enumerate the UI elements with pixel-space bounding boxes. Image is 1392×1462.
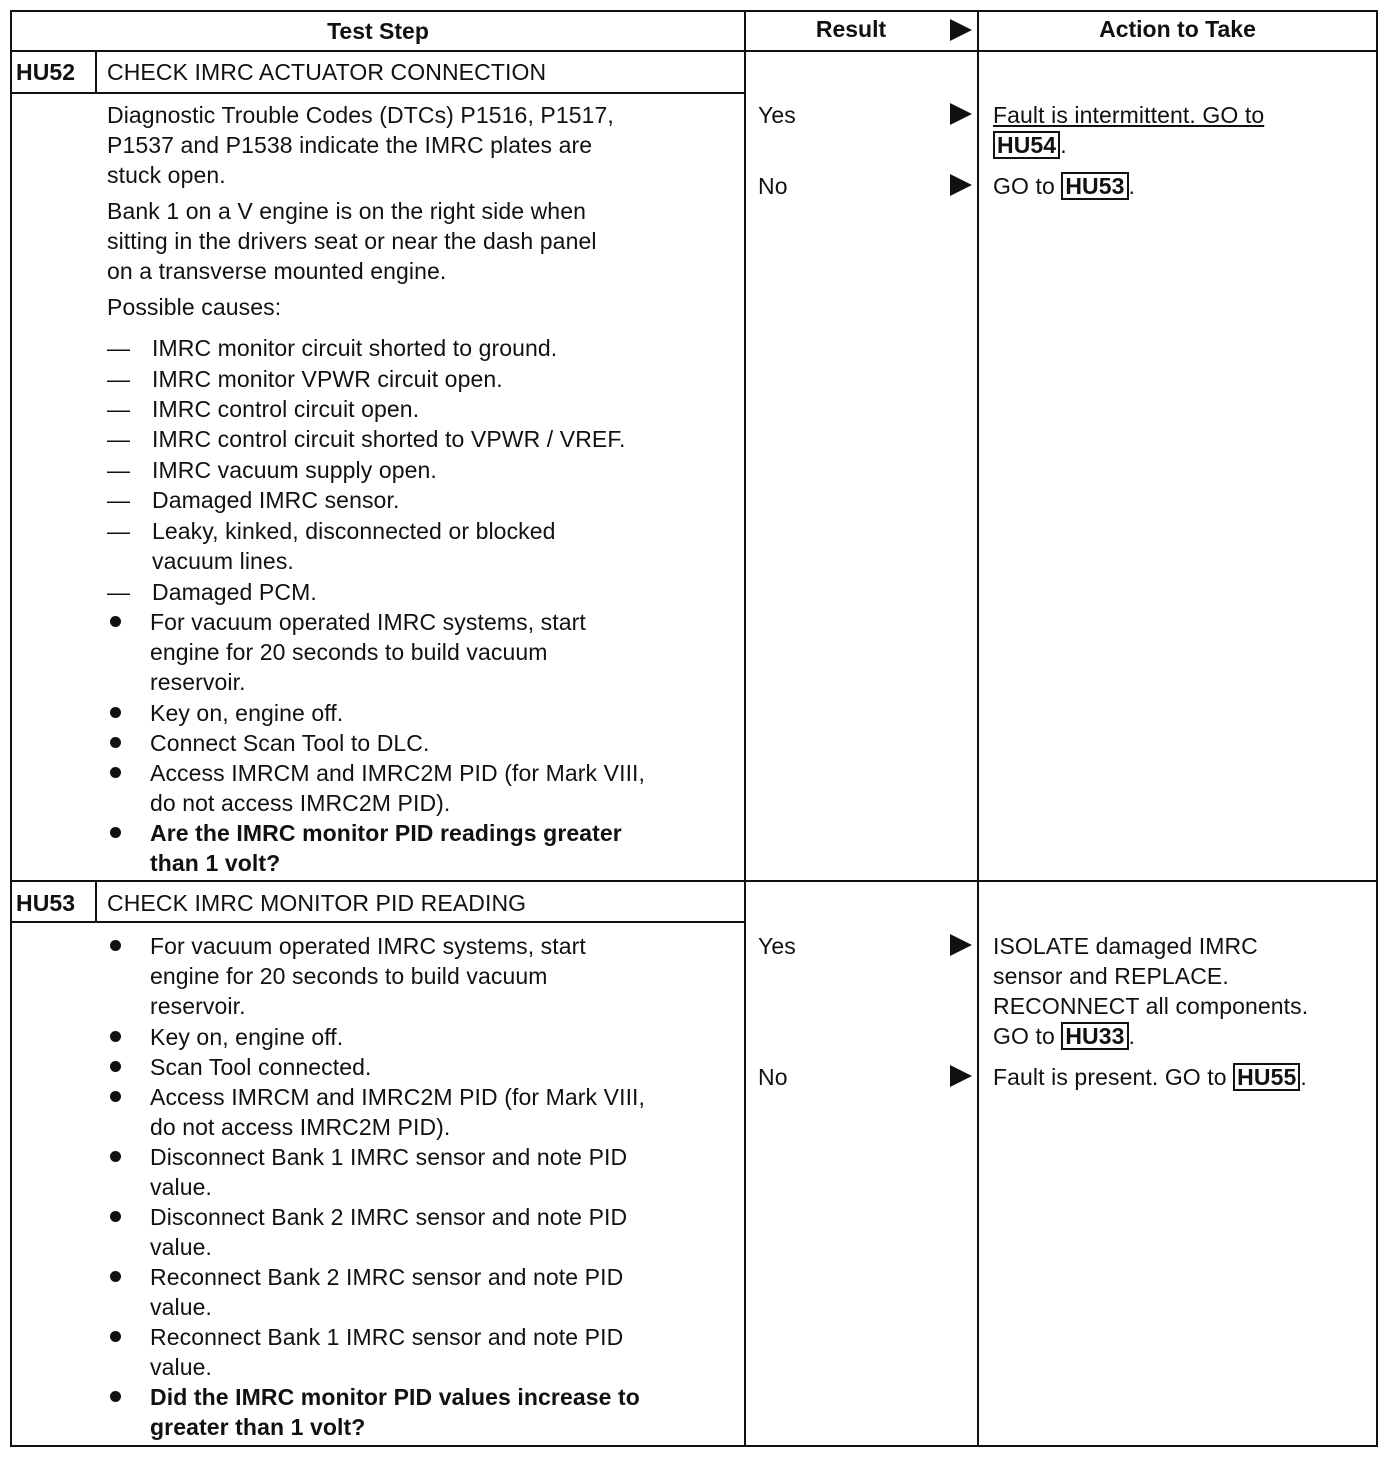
step-link-hu53[interactable]: HU53 [1061, 172, 1128, 200]
bullet-icon [110, 1091, 121, 1102]
header-test-step: Test Step [327, 18, 429, 44]
question-line: Did the IMRC monitor PID values increase to [150, 1384, 640, 1410]
action-text [993, 171, 1135, 201]
dash-marker: — [107, 396, 130, 422]
result-arrow-icon [950, 103, 972, 125]
bullet-icon [110, 940, 121, 951]
intro-line: Diagnostic Trouble Codes (DTCs) P1516, P1517, [107, 102, 614, 128]
dash-marker: — [107, 457, 130, 483]
result-arrow-icon [950, 1065, 972, 1087]
bullet-line: Access IMRCM and IMRC2M PID (for Mark VIII, [150, 1084, 646, 1110]
step-title: CHECK IMRC ACTUATOR CONNECTION [107, 59, 547, 85]
header-bottom-border [10, 50, 1378, 52]
intro-line: stuck open. [107, 162, 226, 188]
table-bottom-border [10, 1445, 1378, 1447]
dash-marker: — [107, 426, 130, 452]
question-line: than 1 volt? [150, 850, 281, 876]
question-line: greater than 1 volt? [150, 1414, 366, 1440]
step-code: HU53 [16, 890, 76, 916]
bullet-line: engine for 20 seconds to build vacuum [150, 963, 548, 989]
question-line: Are the IMRC monitor PID readings greater [150, 820, 622, 846]
bullet-icon [110, 707, 121, 718]
bullet-line: engine for 20 seconds to build vacuum [150, 639, 548, 665]
cause-item: Leaky, kinked, disconnected or blocked [152, 518, 556, 544]
action-text [993, 1021, 1135, 1051]
bullet-line: Key on, engine off. [150, 700, 344, 726]
table-top-border [10, 10, 1378, 12]
bullet-line: value. [150, 1234, 212, 1260]
action-line: RECONNECT all components. [993, 993, 1309, 1019]
divider-result [744, 10, 746, 1447]
bullet-icon [110, 1331, 121, 1342]
action-suffix: . [1060, 132, 1067, 158]
causes-label: Possible causes: [107, 294, 282, 320]
action-prefix: GO to [993, 1023, 1062, 1049]
action-suffix: . [1300, 1064, 1307, 1090]
action-line: ISOLATE damaged IMRC [993, 933, 1258, 959]
bullet-icon [110, 737, 121, 748]
bullet-line: value. [150, 1294, 212, 1320]
cause-item: IMRC monitor VPWR circuit open. [152, 366, 503, 392]
result-no: No [758, 173, 788, 199]
result-arrow-icon [950, 174, 972, 196]
action-prefix: Fault is present. GO to [993, 1064, 1234, 1090]
action-suffix: . [1128, 1023, 1136, 1049]
cause-item: IMRC control circuit shorted to VPWR / VREF. [152, 426, 626, 452]
cause-item: IMRC monitor circuit shorted to ground. [152, 335, 558, 361]
bullet-icon [110, 1211, 121, 1222]
action-line: sensor and REPLACE. [993, 963, 1229, 989]
cause-item: IMRC control circuit open. [152, 396, 420, 422]
table-left-border [10, 10, 12, 1447]
header-result: Result [815, 16, 887, 42]
action-prefix: GO to [993, 173, 1062, 199]
header-action: Action to Take [1099, 16, 1256, 42]
bullet-line: Access IMRCM and IMRC2M PID (for Mark VIII, [150, 760, 646, 786]
bullet-line: do not access IMRC2M PID). [150, 1114, 451, 1140]
bullet-line: Key on, engine off. [150, 1024, 344, 1050]
bullet-icon [110, 827, 121, 838]
action-text [993, 100, 1264, 130]
bullet-line: Disconnect Bank 2 IMRC sensor and note PID [150, 1204, 628, 1230]
bullet-line: For vacuum operated IMRC systems, start [150, 933, 586, 959]
bullet-line: For vacuum operated IMRC systems, start [150, 609, 586, 635]
bullet-line: Reconnect Bank 1 IMRC sensor and note PID [150, 1324, 624, 1350]
step-link-hu55[interactable]: HU55 [1233, 1063, 1300, 1091]
bank-note-line: on a transverse mounted engine. [107, 258, 447, 284]
bullet-line: Scan Tool connected. [150, 1054, 372, 1080]
bullet-line: value. [150, 1354, 212, 1380]
cause-item: IMRC vacuum supply open. [152, 457, 437, 483]
cause-item: Damaged PCM. [152, 579, 317, 605]
action-line: Fault is intermittent. GO to [993, 102, 1265, 128]
cause-item: vacuum lines. [152, 548, 294, 574]
bullet-icon [110, 1391, 121, 1402]
bullet-line: do not access IMRC2M PID). [150, 790, 451, 816]
bullet-icon [110, 1061, 121, 1072]
bullet-icon [110, 1031, 121, 1042]
bullet-icon [110, 1151, 121, 1162]
dash-marker: — [107, 487, 130, 513]
bullet-line: Disconnect Bank 1 IMRC sensor and note PID [150, 1144, 628, 1170]
hu53-title-bottom [10, 921, 746, 923]
result-yes: Yes [758, 933, 796, 959]
hu53-code-divider [95, 882, 97, 923]
divider-action [977, 10, 979, 1447]
bullet-line: Connect Scan Tool to DLC. [150, 730, 430, 756]
bullet-icon [110, 767, 121, 778]
bullet-line: Reconnect Bank 2 IMRC sensor and note PID [150, 1264, 624, 1290]
dash-marker: — [107, 579, 130, 605]
bullet-line: value. [150, 1174, 212, 1200]
table-right-border [1376, 10, 1378, 1447]
bullet-icon [110, 616, 121, 627]
step-title: CHECK IMRC MONITOR PID READING [107, 890, 527, 916]
dash-marker: — [107, 335, 130, 361]
action-suffix: . [1128, 173, 1136, 199]
dash-marker: — [107, 518, 130, 544]
step-separator [10, 880, 1378, 882]
step-link-hu33[interactable]: HU33 [1061, 1022, 1128, 1050]
cause-item: Damaged IMRC sensor. [152, 487, 400, 513]
bank-note-line: Bank 1 on a V engine is on the right side when [107, 198, 586, 224]
result-yes: Yes [758, 102, 796, 128]
result-no: No [758, 1064, 788, 1090]
step-link-hu54[interactable]: HU54 [993, 131, 1060, 159]
bullet-line: reservoir. [150, 669, 246, 695]
action-text [993, 130, 1067, 160]
action-text [993, 1062, 1307, 1092]
hu52-code-divider [95, 50, 97, 94]
bullet-icon [110, 1271, 121, 1282]
intro-line: P1537 and P1538 indicate the IMRC plates are [107, 132, 593, 158]
bank-note-line: sitting in the drivers seat or near the dash panel [107, 228, 597, 254]
step-code: HU52 [16, 59, 76, 85]
result-arrow-icon [950, 934, 972, 956]
hu52-title-bottom [10, 92, 746, 94]
header-arrow-icon [950, 19, 972, 41]
dash-marker: — [107, 366, 130, 392]
bullet-line: reservoir. [150, 993, 246, 1019]
